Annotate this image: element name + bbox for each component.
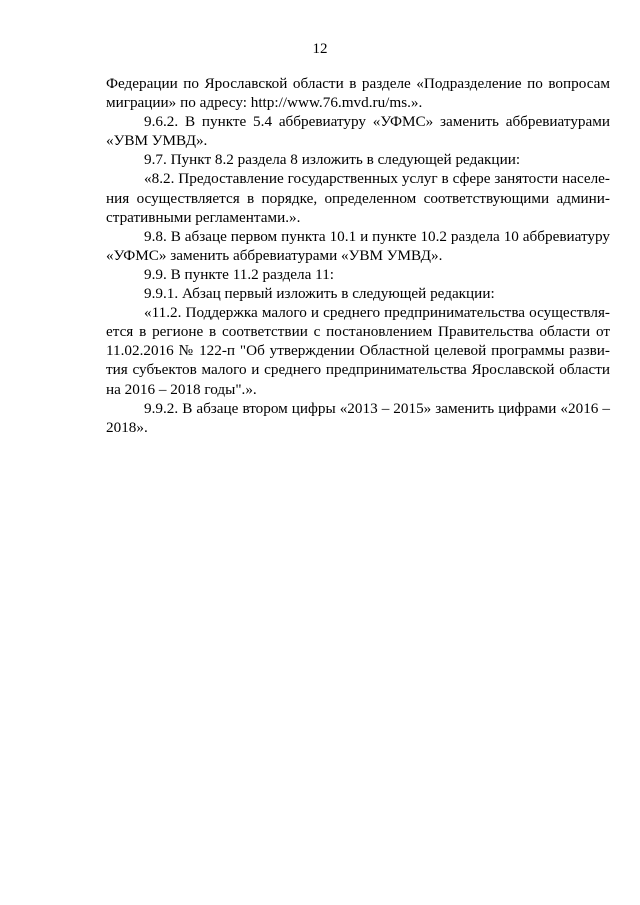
page-number: 12 (312, 41, 328, 57)
text-line: тия субъектов малого и среднего предпринимательства Ярославской области (106, 361, 610, 379)
document-body (106, 74, 610, 437)
text-line: миграции» по адресу: http://www.76.mvd.ru/ms.». (106, 94, 423, 112)
text-line: «УФМС» заменить аббревиатурами «УВМ УМВД». (106, 246, 443, 264)
text-line: стративными регламентами.». (106, 208, 301, 226)
text-line: 11.02.2016 № 122-п "Об утверждении Областной целевой программы разви- (106, 342, 610, 360)
text-line: 9.8. В абзаце первом пункта 10.1 и пункте 10.2 раздела 10 аббревиатуру (144, 227, 610, 245)
text-line: ется в регионе в соответствии с постановлением Правительства области от (106, 323, 610, 341)
text-line: на 2016 – 2018 годы".». (106, 380, 257, 398)
text-line: «УВМ УМВД». (106, 132, 208, 150)
text-line: «8.2. Предоставление государственных услуг в сфере занятости населе- (144, 170, 610, 188)
text-line: 2018». (106, 418, 148, 436)
text-line: «11.2. Поддержка малого и среднего предпринимательства осуществля- (144, 304, 610, 322)
text-line: Федерации по Ярославской области в разделе «Подразделение по вопросам (106, 75, 610, 92)
text-line: 9.9.2. В абзаце втором цифры «2013 – 2015» заменить цифрами «2016 – (144, 399, 610, 417)
text-line: 9.9. В пункте 11.2 раздела 11: (144, 265, 335, 283)
text-line: 9.6.2. В пункте 5.4 аббревиатуру «УФМС» заменить аббревиатурами (144, 113, 610, 131)
text-line: 9.9.1. Абзац первый изложить в следующей редакции: (144, 285, 495, 303)
text-line: ния осуществляется в порядке, определенном соответствующими админи- (106, 189, 610, 207)
text-line: 9.7. Пункт 8.2 раздела 8 изложить в следующей редакции: (144, 151, 521, 169)
